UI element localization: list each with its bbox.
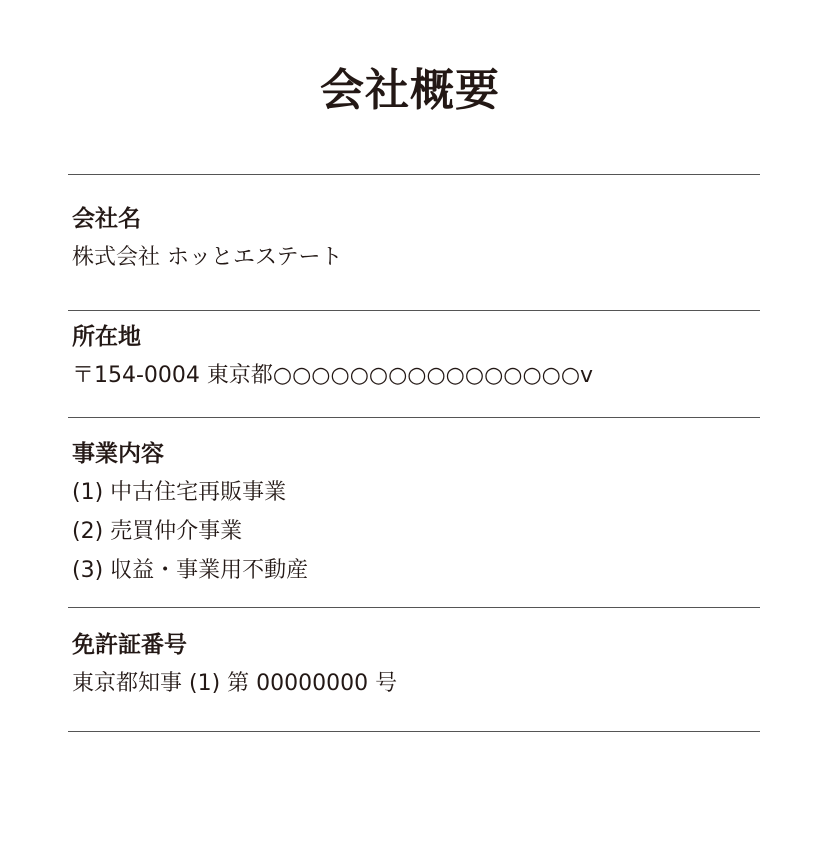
business-item: (1) 中古住宅再販事業 xyxy=(72,480,287,505)
company-name-value: 株式会社 ホッとエステート xyxy=(72,245,343,270)
company-info-table xyxy=(68,174,760,732)
license-label: 免許証番号 xyxy=(72,632,187,658)
address-value: 〒154-0004 東京都○○○○○○○○○○○○○○○○v xyxy=(72,363,594,388)
business-item: (3) 収益・事業用不動産 xyxy=(72,558,309,583)
business-list xyxy=(72,473,760,590)
company-name-label: 会社名 xyxy=(72,206,141,232)
address-label: 所在地 xyxy=(72,324,141,350)
page-title: 会社概要 xyxy=(320,65,500,116)
business-label: 事業内容 xyxy=(72,441,164,467)
business-item: (2) 売買仲介事業 xyxy=(72,519,243,544)
license-section xyxy=(68,608,760,732)
business-section xyxy=(68,418,760,608)
license-value: 東京都知事 (1) 第 00000000 号 xyxy=(72,671,398,696)
address-section xyxy=(68,311,760,418)
company-name-section xyxy=(68,175,760,311)
